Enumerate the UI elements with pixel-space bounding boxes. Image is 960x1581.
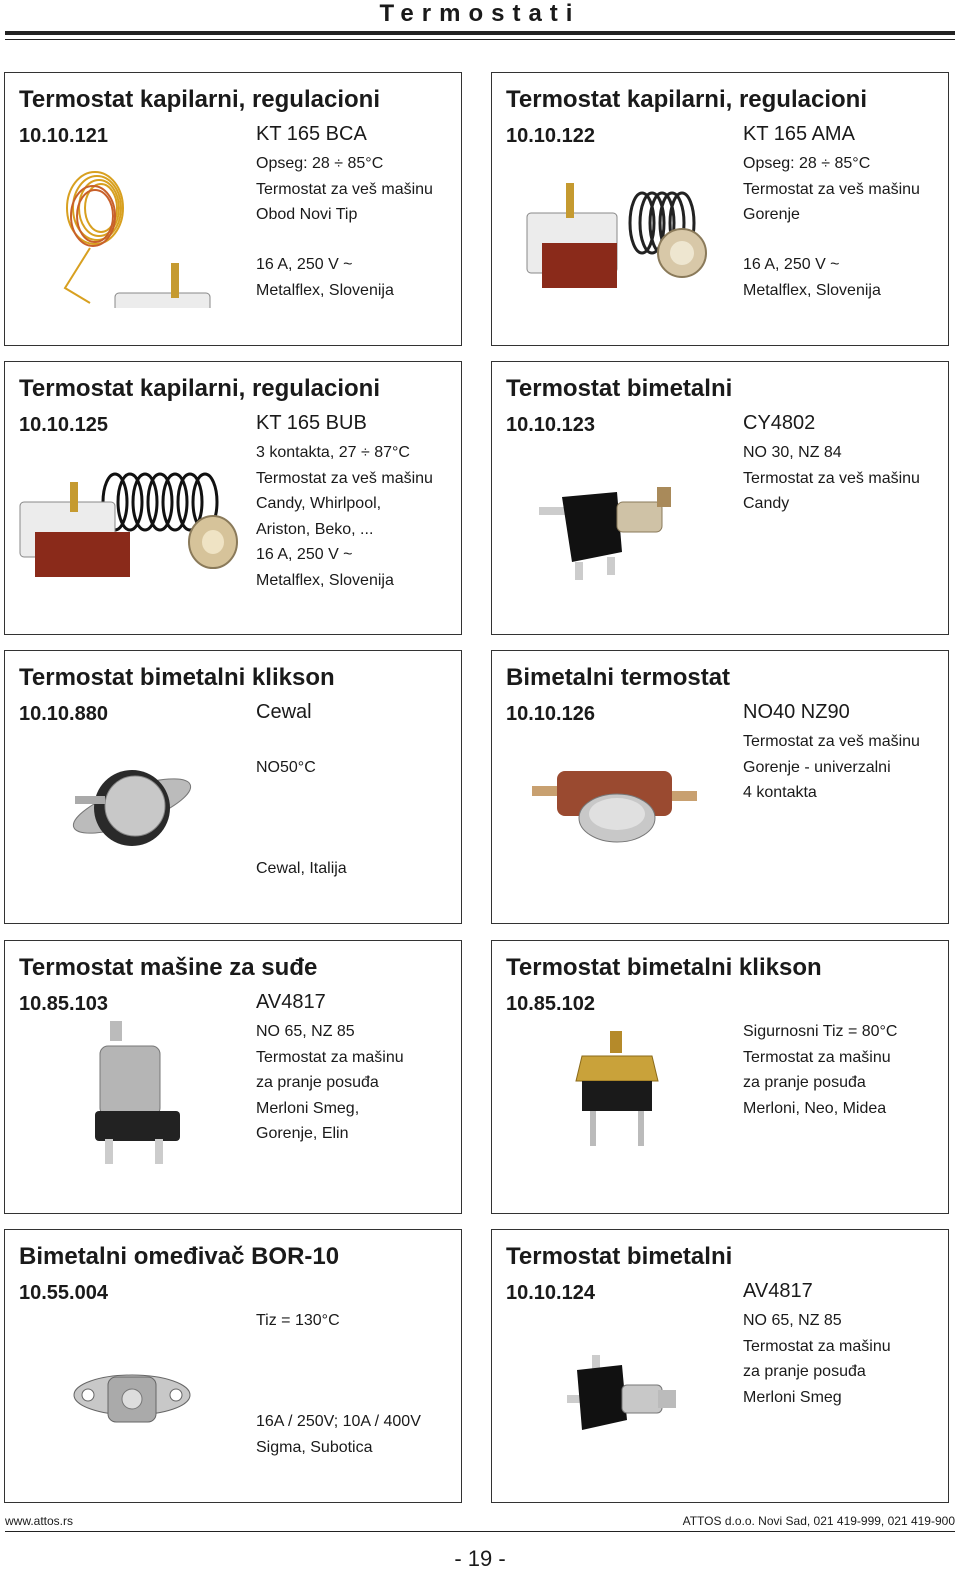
product-model: KT 165 BUB <box>256 412 367 434</box>
spec-line <box>256 729 316 755</box>
product-code: 10.10.123 <box>506 414 595 436</box>
page-number: - 19 - <box>454 1546 506 1571</box>
spec-line: Termostat za veš mašinu <box>743 180 920 198</box>
spec-line: Termostat za veš mašinu <box>256 180 433 198</box>
product-title: Termostat kapilarni, regulacioni <box>19 86 380 113</box>
product-specs <box>256 1308 340 1334</box>
spec-line: Termostat za mašinu <box>743 1048 891 1066</box>
product-card-10-10-123 <box>491 361 949 635</box>
bimetal-limiter-image <box>70 1365 195 1445</box>
product-card-10-10-125 <box>4 361 462 635</box>
bimetal-thermostat-image <box>562 1350 682 1440</box>
product-code: 10.10.126 <box>506 703 595 725</box>
product-specs <box>256 440 433 593</box>
spec-line: NO 30, NZ 84 <box>743 444 842 461</box>
product-code: 10.10.880 <box>19 703 108 725</box>
spec-line: Termostat za veš mašinu <box>256 469 433 487</box>
klikson-thermostat-image <box>65 756 200 856</box>
spec-line: Ariston, Beko, ... <box>256 520 374 538</box>
spec-line: za pranje posuđa <box>743 1074 866 1091</box>
footer-company: ATTOS d.o.o. Novi Sad, 021 419-999, 021 419-900 <box>682 1514 955 1528</box>
product-specs <box>743 151 920 228</box>
product-card-10-10-121 <box>4 72 462 346</box>
product-model: NO40 NZ90 <box>743 701 850 723</box>
capillary-thermostat-image <box>35 168 225 308</box>
spec-line: Opseg: 28 ÷ 85°C <box>256 155 384 172</box>
spec-line: Obod Novi Tip <box>256 206 358 223</box>
product-title: Termostat bimetalni klikson <box>506 954 822 981</box>
footer-website: www.attos.rs <box>5 1514 74 1528</box>
product-card-10-85-103 <box>4 940 462 1214</box>
spec-line: za pranje posuđa <box>743 1363 866 1380</box>
bimetal-thermostat-image <box>527 756 702 856</box>
product-title: Termostat mašine za suđe <box>19 954 318 981</box>
product-code: 10.85.102 <box>506 993 595 1015</box>
product-title: Termostat kapilarni, regulacioni <box>506 86 867 113</box>
product-specs <box>256 1019 404 1147</box>
product-card-10-10-880 <box>4 650 462 924</box>
spec-line: 3 kontakta, 27 ÷ 87°C <box>256 444 410 461</box>
product-code: 10.10.121 <box>19 125 108 147</box>
product-model: CY4802 <box>743 412 816 434</box>
spec-line: Gorenje - univerzalni <box>743 758 891 776</box>
product-title: Bimetalni omeđivač BOR-10 <box>19 1243 340 1270</box>
product-card-10-10-122 <box>491 72 949 346</box>
spec-line: Cewal, Italija <box>256 860 347 877</box>
product-specs <box>256 151 433 228</box>
product-manufacturer <box>256 856 347 882</box>
product-model: AV4817 <box>743 1280 813 1302</box>
product-code: 10.55.004 <box>19 1282 108 1304</box>
product-title: Termostat bimetalni <box>506 375 733 402</box>
spec-line: 4 kontakta <box>743 784 817 801</box>
spec-line: Metalflex, Slovenija <box>256 281 394 299</box>
spec-line: Tiz = 130°C <box>256 1312 340 1329</box>
spec-line: Termostat za mašinu <box>743 1337 891 1355</box>
klikson-thermostat-image <box>572 1031 662 1156</box>
spec-line: 16 A, 250 V ~ <box>256 546 353 563</box>
header-rule-thin <box>5 39 955 40</box>
spec-line: NO 65, NZ 85 <box>743 1312 842 1329</box>
spec-line: Gorenje, Elin <box>256 1125 349 1142</box>
spec-line: 16 A, 250 V ~ <box>743 256 840 273</box>
product-card-10-10-124 <box>491 1229 949 1503</box>
product-specs <box>743 729 920 806</box>
spec-line: Merloni, Neo, Midea <box>743 1099 887 1117</box>
spec-line: 16A / 250V; 10A / 400V <box>256 1413 421 1430</box>
product-code: 10.10.122 <box>506 125 595 147</box>
footer-rule <box>5 1531 955 1532</box>
spec-line: Sigma, Subotica <box>256 1438 373 1456</box>
product-model: Cewal <box>256 701 312 723</box>
page-title: Termostati <box>379 0 581 27</box>
spec-line: Gorenje <box>743 206 800 223</box>
product-manufacturer <box>256 1409 421 1460</box>
spec-line: Candy <box>743 495 790 512</box>
capillary-thermostat-image <box>522 183 722 303</box>
product-model: KT 165 BCA <box>256 123 367 145</box>
product-model: KT 165 AMA <box>743 123 855 145</box>
product-manufacturer <box>743 252 881 303</box>
product-specs <box>743 1308 891 1410</box>
spec-line: za pranje posuđa <box>256 1074 379 1091</box>
product-manufacturer <box>256 252 394 303</box>
product-code: 10.10.125 <box>19 414 108 436</box>
spec-line: 16 A, 250 V ~ <box>256 256 353 273</box>
dishwasher-thermostat-image <box>85 1021 195 1171</box>
product-specs <box>743 1019 897 1121</box>
capillary-thermostat-image <box>15 457 245 592</box>
product-title: Termostat bimetalni <box>506 1243 733 1270</box>
spec-line: NO50°C <box>256 758 316 776</box>
spec-line: Merloni Smeg, <box>256 1099 360 1117</box>
spec-line: Termostat za veš mašinu <box>743 733 920 750</box>
product-title: Bimetalni termostat <box>506 664 731 691</box>
spec-line: Opseg: 28 ÷ 85°C <box>743 155 871 172</box>
product-code: 10.85.103 <box>19 993 108 1015</box>
spec-line: Metalflex, Slovenija <box>256 571 394 589</box>
spec-line: Termostat za veš mašinu <box>743 469 920 487</box>
bimetal-thermostat-image <box>537 477 687 587</box>
spec-line: NO 65, NZ 85 <box>256 1023 355 1040</box>
spec-line: Termostat za mašinu <box>256 1048 404 1066</box>
spec-line: Metalflex, Slovenija <box>743 281 881 299</box>
product-model: AV4817 <box>256 991 326 1013</box>
product-specs <box>743 440 920 517</box>
product-title: Termostat bimetalni klikson <box>19 664 335 691</box>
product-title: Termostat kapilarni, regulacioni <box>19 375 380 402</box>
product-card-10-10-126 <box>491 650 949 924</box>
product-specs <box>256 729 316 780</box>
header-rule <box>5 31 955 35</box>
spec-line: Sigurnosni Tiz = 80°C <box>743 1023 898 1040</box>
spec-line: Merloni Smeg <box>743 1388 842 1406</box>
product-code: 10.10.124 <box>506 1282 595 1304</box>
product-card-10-55-004 <box>4 1229 462 1503</box>
spec-line: Candy, Whirlpool, <box>256 495 382 512</box>
product-card-10-85-102 <box>491 940 949 1214</box>
